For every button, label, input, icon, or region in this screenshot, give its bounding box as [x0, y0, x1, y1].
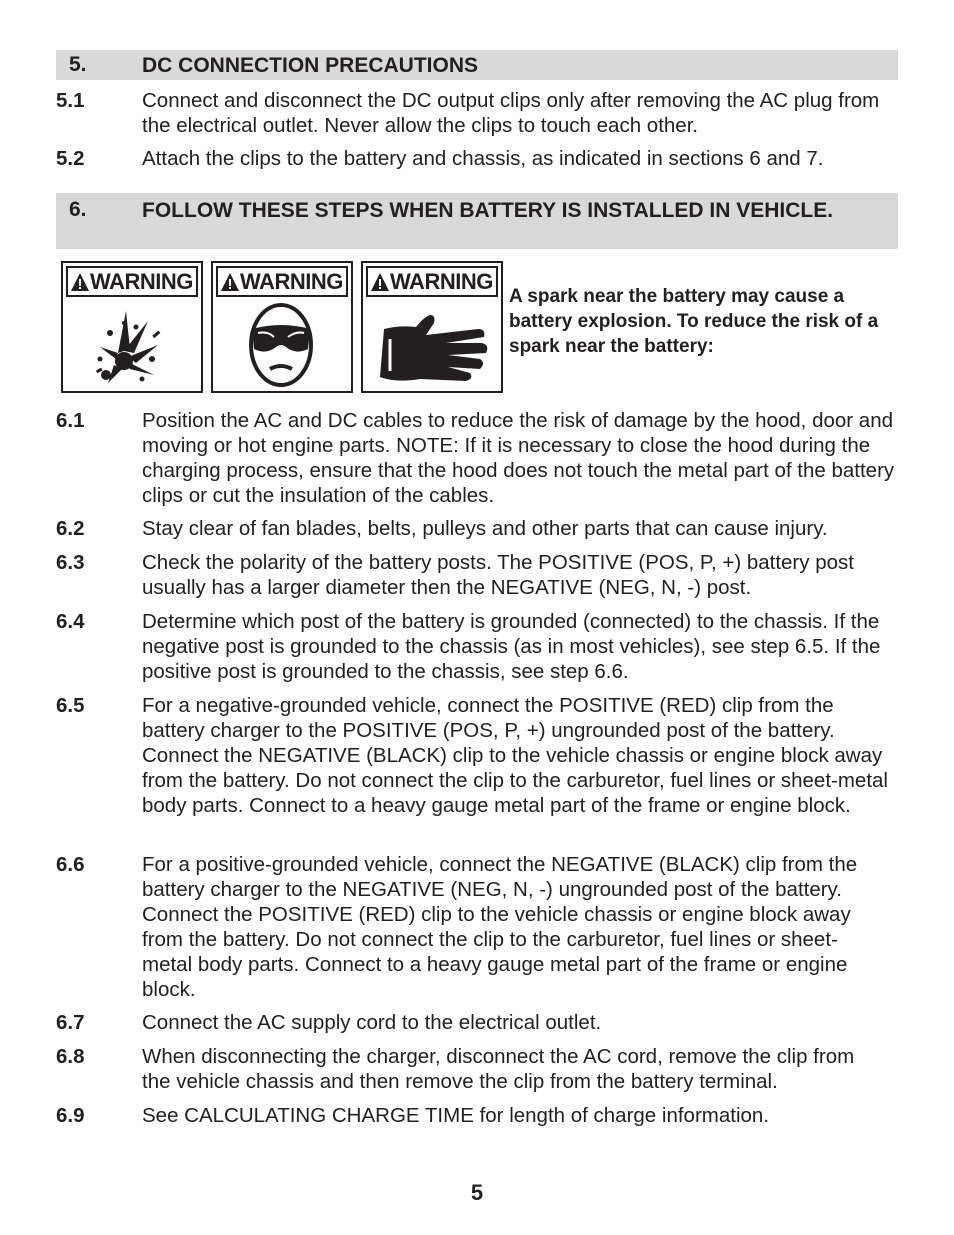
warning-header [216, 266, 348, 297]
item-number: 5.1 [56, 89, 85, 112]
item-text: When disconnecting the charger, disconnect the AC cord, remove the clip from the vehicle chassis and then remove the clip from the battery terminal. [142, 1045, 855, 1093]
item-text: See CALCULATING CHARGE TIME for length of charge information. [142, 1104, 770, 1127]
warning-eye-protection [211, 261, 353, 393]
warning-label: WARNING [240, 269, 343, 294]
warning-header [366, 266, 498, 297]
section-title: DC CONNECTION PRECAUTIONS [142, 54, 479, 77]
section-title: FOLLOW THESE STEPS WHEN BATTERY IS INSTALLED IN VEHICLE. [142, 199, 834, 222]
warning-hand-protection [361, 261, 503, 393]
warning-label: WARNING [90, 269, 193, 294]
item-number: 6.2 [56, 517, 85, 540]
item-text: For a negative-grounded vehicle, connect the POSITIVE (RED) clip from the battery charger to the POSITIVE (POS, P, +) ungrounded post of the battery. Connect the NEGATIVE (BLACK) clip to the vehicle chassis or engine block away from the battery. Do not connect the clip to the carburetor, fuel lines or sheet-metal body parts. Connect to a heavy gauge metal part of the frame or engine block. [142, 694, 888, 817]
protective-glove-icon [366, 299, 498, 388]
item-text: Connect and disconnect the DC output clips only after removing the AC plug from the electrical outlet. Never allow the clips to touch each other. [142, 89, 880, 137]
warning-triangle-icon [70, 272, 90, 292]
section-6-header [56, 193, 898, 249]
item-text: For a positive-grounded vehicle, connect the NEGATIVE (BLACK) clip from the battery charger to the NEGATIVE (NEG, N, -) ungrounded post of the battery. Connect the POSITIVE (RED) clip to the vehicle chassis or engine block away from the battery. Do not connect the clip to the carburetor, fuel lines or sheet-metal body parts. Connect to a heavy gauge metal part of the frame or engine block. [142, 853, 858, 1001]
item-text: Determine which post of the battery is grounded (connected) to the chassis. If the negative post is grounded to the chassis (as in most vehicles), see step 6.5. If the positive post is grounded to the chassis, see step 6.6. [142, 610, 881, 683]
item-text: Stay clear of fan blades, belts, pulleys and other parts that can cause injury. [142, 517, 828, 540]
warning-triangle-icon [370, 272, 390, 292]
item-text: Attach the clips to the battery and chassis, as indicated in sections 6 and 7. [142, 147, 824, 170]
item-number: 5.2 [56, 147, 85, 170]
explosion-icon [66, 299, 198, 388]
warning-explosion [61, 261, 203, 393]
section-number: 5. [69, 53, 87, 76]
item-number: 6.8 [56, 1045, 85, 1068]
item-number: 6.1 [56, 409, 85, 432]
section-5-header [56, 50, 898, 80]
page-number: 5 [470, 1180, 484, 1205]
item-text: Position the AC and DC cables to reduce the risk of damage by the hood, door and moving or hot engine parts. NOTE: If it is necessary to close the hood during the charging process, ensure that the hood does not touch the metal part of the battery clips or cut the insulation of the cables. [142, 409, 895, 507]
item-number: 6.5 [56, 694, 85, 717]
item-text: Connect the AC supply cord to the electrical outlet. [142, 1011, 602, 1034]
spark-warning-text: A spark near the battery may cause a battery explosion. To reduce the risk of a spark near the battery: [509, 286, 879, 357]
item-number: 6.6 [56, 853, 85, 876]
item-number: 6.7 [56, 1011, 85, 1034]
warning-triangle-icon [220, 272, 240, 292]
item-number: 6.9 [56, 1104, 85, 1127]
item-number: 6.3 [56, 551, 85, 574]
warning-label: WARNING [390, 269, 493, 294]
item-number: 6.4 [56, 610, 85, 633]
section-number: 6. [69, 198, 87, 221]
item-text: Check the polarity of the battery posts. The POSITIVE (POS, P, +) battery post usually has a larger diameter then the NEGATIVE (NEG, N, -) post. [142, 551, 854, 599]
safety-goggles-icon [216, 299, 348, 388]
warning-header [66, 266, 198, 297]
